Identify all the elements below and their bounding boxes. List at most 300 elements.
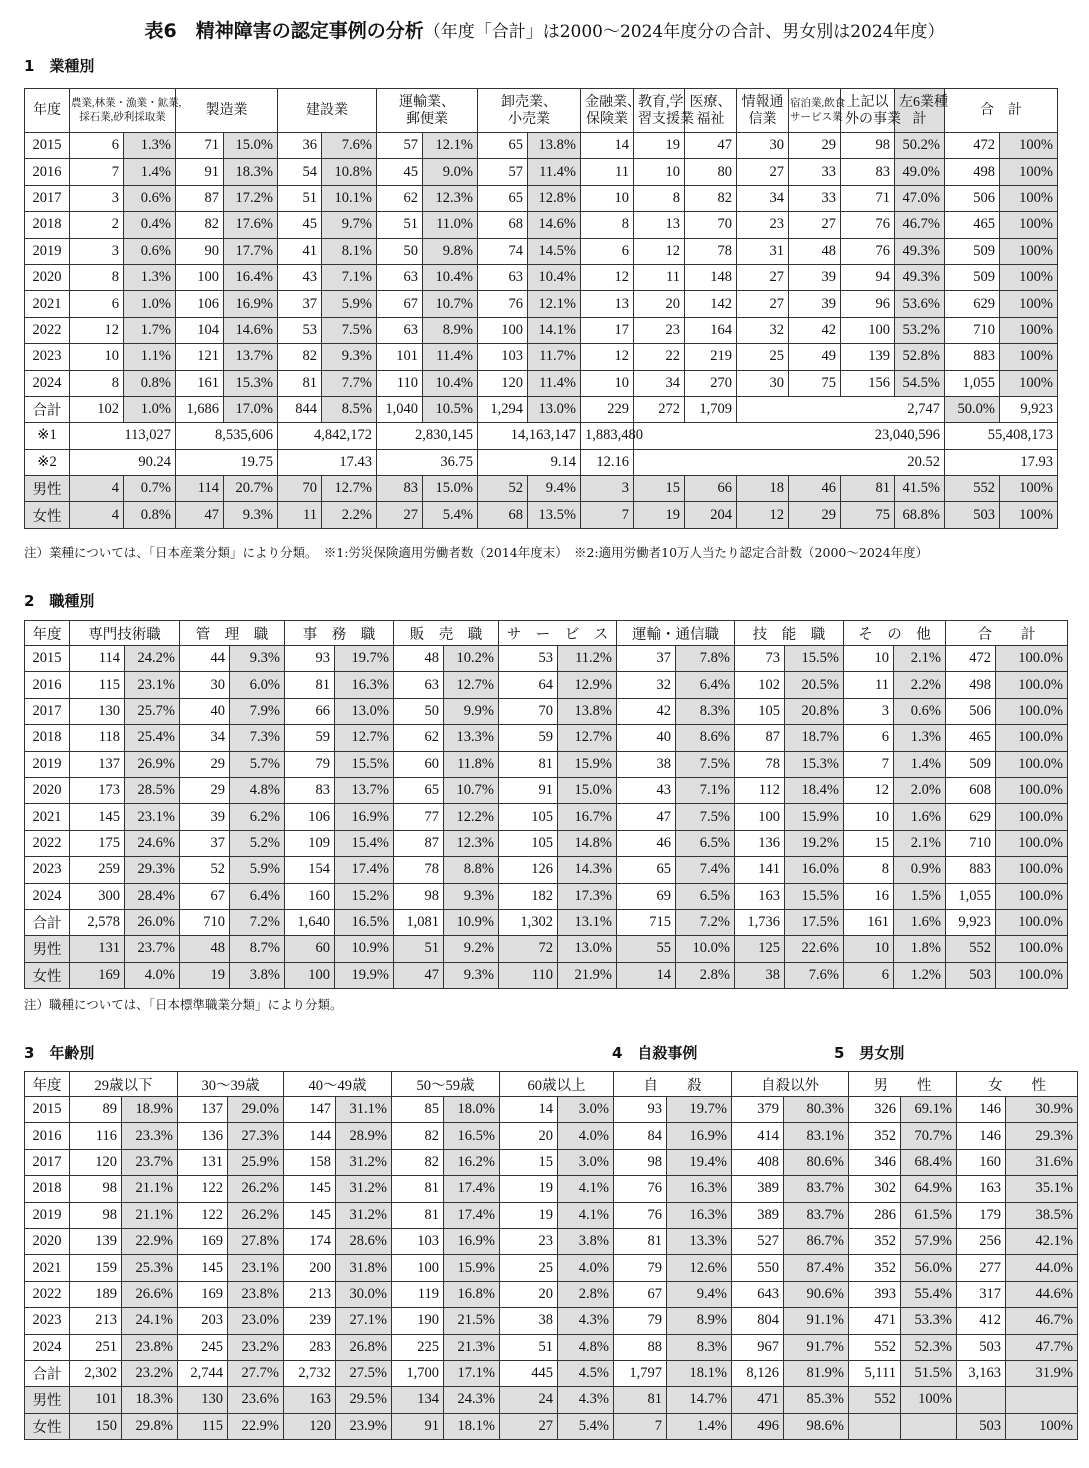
table-cell: 10 xyxy=(844,804,894,830)
table-cell: 16.5% xyxy=(444,1123,500,1149)
table-cell: 136 xyxy=(178,1123,228,1149)
table-cell: 104 xyxy=(176,317,224,343)
table-cell: 1.0% xyxy=(124,291,176,317)
table-cell: 11 xyxy=(844,672,894,698)
table-cell: 8.9% xyxy=(423,317,478,343)
table-cell: 23.6% xyxy=(228,1387,284,1413)
table-cell: 7.9% xyxy=(230,698,285,724)
table-cell: 213 xyxy=(70,1308,122,1334)
table-cell: 82 xyxy=(685,185,737,211)
table-cell: 3.8% xyxy=(230,962,285,988)
table-row xyxy=(25,1334,1078,1360)
table-cell: 38 xyxy=(500,1308,558,1334)
table-row xyxy=(25,830,1068,856)
table-cell: 4.3% xyxy=(558,1387,614,1413)
table-cell: 35.1% xyxy=(1006,1176,1078,1202)
column-header: 事 務 職 xyxy=(285,621,394,646)
column-header: 管 理 職 xyxy=(180,621,285,646)
table-cell: 7.6% xyxy=(785,962,844,988)
table-cell: 3 xyxy=(70,185,124,211)
table-cell: 29 xyxy=(180,751,230,777)
table-cell: 29 xyxy=(180,777,230,803)
table-cell: 28.5% xyxy=(125,777,180,803)
table-cell: 23,040,596 xyxy=(634,423,945,449)
table-cell: 13.8% xyxy=(528,133,581,159)
table-cell: 412 xyxy=(957,1308,1006,1334)
table-cell: 33 xyxy=(789,185,841,211)
table-cell: 5.4% xyxy=(423,502,478,528)
table-cell: 70.7% xyxy=(901,1123,957,1149)
table-cell: 0.6% xyxy=(124,185,176,211)
total-row xyxy=(25,1360,1078,1386)
row-label: ※1 xyxy=(25,423,70,449)
table-row xyxy=(25,370,1058,396)
table-row xyxy=(25,264,1058,290)
table-cell: 76 xyxy=(614,1176,667,1202)
table-cell: 85 xyxy=(392,1097,444,1123)
table-cell: 27.5% xyxy=(336,1360,392,1386)
table-cell: 142 xyxy=(685,291,737,317)
table-cell: 379 xyxy=(732,1097,784,1123)
row-label: ※2 xyxy=(25,449,70,475)
table-cell: 7.4% xyxy=(676,857,735,883)
table-cell: 88 xyxy=(614,1334,667,1360)
table-cell: 14.7% xyxy=(667,1387,732,1413)
table-cell: 119 xyxy=(392,1281,444,1307)
table-cell: 47.7% xyxy=(1006,1334,1078,1360)
table-cell: 25 xyxy=(500,1255,558,1281)
table-cell: 15.0% xyxy=(423,476,478,502)
row-label: 2022 xyxy=(25,1281,70,1307)
table-cell: 19 xyxy=(634,502,685,528)
table-cell: 53 xyxy=(499,646,558,672)
table-cell: 87.4% xyxy=(784,1255,849,1281)
table-cell: 84 xyxy=(614,1123,667,1149)
table-cell: 82 xyxy=(392,1123,444,1149)
table-cell: 1,294 xyxy=(478,396,528,422)
table-cell: 136 xyxy=(735,830,785,856)
row-label: 2021 xyxy=(25,804,70,830)
table-cell: 3.8% xyxy=(558,1228,614,1254)
table-cell: 67 xyxy=(180,883,230,909)
table-cell: 100.0% xyxy=(996,936,1068,962)
table-cell: 4.1% xyxy=(558,1202,614,1228)
table-cell: 7.5% xyxy=(676,751,735,777)
table-cell: 81 xyxy=(841,476,895,502)
row-label: 2017 xyxy=(25,698,70,724)
table-cell: 36.75 xyxy=(377,449,478,475)
table-cell: 25.7% xyxy=(125,698,180,724)
table-cell: 19 xyxy=(500,1176,558,1202)
table-cell: 23.7% xyxy=(125,936,180,962)
table-cell: 67 xyxy=(614,1281,667,1307)
table-cell: 3.0% xyxy=(558,1097,614,1123)
table-cell: 51 xyxy=(394,936,444,962)
table-cell: 161 xyxy=(844,909,894,935)
table-cell: 14.5% xyxy=(528,238,581,264)
table-cell: 7.1% xyxy=(322,264,377,290)
table-cell: 101 xyxy=(377,344,423,370)
occupation-table xyxy=(24,620,1068,989)
title-main: 表6 精神障害の認定事例の分析 xyxy=(144,20,424,42)
column-header: 60歳以上 xyxy=(500,1072,614,1097)
row-label: 男性 xyxy=(25,936,70,962)
table-cell: 17.0% xyxy=(224,396,278,422)
table-cell: 25.3% xyxy=(122,1255,178,1281)
table-cell: 41 xyxy=(278,238,322,264)
table-cell: 29.0% xyxy=(228,1097,284,1123)
table-cell: 23 xyxy=(500,1228,558,1254)
table-cell: 2,830,145 xyxy=(377,423,478,449)
table-cell: 53 xyxy=(278,317,322,343)
table-cell: 1,686 xyxy=(176,396,224,422)
table-cell: 83 xyxy=(377,476,423,502)
table-cell: 29 xyxy=(789,502,841,528)
row-label: 2018 xyxy=(25,1176,70,1202)
row-label: 女性 xyxy=(25,1413,70,1439)
table-cell: 1.0% xyxy=(124,396,176,422)
table-header-row xyxy=(25,89,1058,133)
table-cell: 10 xyxy=(581,370,634,396)
table-cell: 134 xyxy=(392,1387,444,1413)
table-cell: 1.3% xyxy=(124,133,176,159)
table-cell: 17.2% xyxy=(224,185,278,211)
table-cell: 100% xyxy=(1000,212,1058,238)
table-cell: 55,408,173 xyxy=(945,423,1058,449)
table-cell: 100 xyxy=(735,804,785,830)
table-cell: 31.9% xyxy=(1006,1360,1078,1386)
table-cell: 465 xyxy=(945,212,1000,238)
table-cell: 8.5% xyxy=(322,396,377,422)
table-cell: 23.2% xyxy=(228,1334,284,1360)
table-cell: 6 xyxy=(70,291,124,317)
table-cell: 0.7% xyxy=(124,476,176,502)
table-cell: 79 xyxy=(614,1255,667,1281)
table-cell: 16.9% xyxy=(335,804,394,830)
table-row xyxy=(25,1255,1078,1281)
table-cell: 31.8% xyxy=(336,1255,392,1281)
table-cell: 93 xyxy=(614,1097,667,1123)
table-cell: 2,302 xyxy=(70,1360,122,1386)
table-cell: 3 xyxy=(70,238,124,264)
table-cell: 26.2% xyxy=(228,1176,284,1202)
row-label: 2021 xyxy=(25,1255,70,1281)
table-cell: 9.7% xyxy=(322,212,377,238)
table-cell: 283 xyxy=(284,1334,336,1360)
table-cell: 11.2% xyxy=(558,646,617,672)
table-cell: 145 xyxy=(284,1176,336,1202)
row-label: 2018 xyxy=(25,212,70,238)
table-cell: 100.0% xyxy=(996,646,1068,672)
table-cell: 12.1% xyxy=(528,291,581,317)
section4-heading: 4 自殺事例 xyxy=(612,1044,698,1062)
female-row xyxy=(25,502,1058,528)
table-cell: 80.6% xyxy=(784,1149,849,1175)
table-cell: 38.5% xyxy=(1006,1202,1078,1228)
table-cell: 87 xyxy=(176,185,224,211)
row-label: 2024 xyxy=(25,370,70,396)
table-cell: 5,111 xyxy=(849,1360,901,1386)
table-cell: 506 xyxy=(945,185,1000,211)
workers-row xyxy=(25,423,1058,449)
table-cell: 27 xyxy=(500,1413,558,1439)
table-row xyxy=(25,672,1068,698)
table-cell: 55 xyxy=(617,936,676,962)
table-cell: 389 xyxy=(732,1176,784,1202)
table-cell: 102 xyxy=(735,672,785,698)
column-header: 製造業 xyxy=(176,89,278,133)
table-cell: 120 xyxy=(478,370,528,396)
table-cell: 13.0% xyxy=(558,936,617,962)
section3-heading: 3 年齢別 xyxy=(24,1044,95,1062)
table-cell: 10.8% xyxy=(322,159,377,185)
table-cell: 158 xyxy=(284,1149,336,1175)
table-cell: 100% xyxy=(1000,185,1058,211)
table-cell: 154 xyxy=(285,857,335,883)
table-row xyxy=(25,1149,1078,1175)
table-cell: 48 xyxy=(394,646,444,672)
table-cell: 27 xyxy=(789,212,841,238)
table-cell: 31.1% xyxy=(336,1097,392,1123)
table-cell: 465 xyxy=(946,725,996,751)
table-cell: 29.8% xyxy=(122,1413,178,1439)
row-label: 2023 xyxy=(25,344,70,370)
table-cell: 76 xyxy=(478,291,528,317)
row-label: 女性 xyxy=(25,502,70,528)
table-cell: 27 xyxy=(737,264,789,290)
table-cell: 103 xyxy=(392,1228,444,1254)
row-label: 2015 xyxy=(25,646,70,672)
title-subtitle: （年度「合計」は2000～2024年度分の合計、男女別は2024年度） xyxy=(423,22,945,42)
table-cell: 23.3% xyxy=(122,1123,178,1149)
table-cell: 16.7% xyxy=(558,804,617,830)
table-cell: 20.7% xyxy=(224,476,278,502)
table-cell: 87 xyxy=(735,725,785,751)
table-row xyxy=(25,698,1068,724)
table-cell: 18.4% xyxy=(785,777,844,803)
column-header: 技 能 職 xyxy=(735,621,844,646)
table-cell: 100 xyxy=(478,317,528,343)
table-cell: 7 xyxy=(581,502,634,528)
table-cell: 10.7% xyxy=(423,291,478,317)
table-cell: 52 xyxy=(180,857,230,883)
table-cell: 11.7% xyxy=(528,344,581,370)
table-cell: 30.0% xyxy=(336,1281,392,1307)
table-cell: 12 xyxy=(634,238,685,264)
table-cell: 4.8% xyxy=(230,777,285,803)
table-row xyxy=(25,936,1068,962)
table-cell: 137 xyxy=(70,751,125,777)
table-cell: 1,640 xyxy=(285,909,335,935)
table-cell: 710 xyxy=(945,317,1000,343)
row-label: 2016 xyxy=(25,159,70,185)
table-cell: 25 xyxy=(737,344,789,370)
table-cell: 163 xyxy=(957,1176,1006,1202)
table-cell xyxy=(957,1387,1006,1413)
table-cell: 0.8% xyxy=(124,502,176,528)
table-cell: 37 xyxy=(278,291,322,317)
table-cell: 11 xyxy=(278,502,322,528)
table-cell: 55.4% xyxy=(901,1281,957,1307)
table-cell: 57 xyxy=(377,133,423,159)
table-cell: 144 xyxy=(284,1123,336,1149)
table-cell: 34 xyxy=(737,185,789,211)
column-header: 女 性 xyxy=(957,1072,1078,1097)
row-label: 2018 xyxy=(25,725,70,751)
table-cell: 12.1% xyxy=(423,133,478,159)
table-cell: 13.3% xyxy=(444,725,499,751)
table-cell: 19 xyxy=(634,133,685,159)
table-cell: 91 xyxy=(499,777,558,803)
table-cell: 16.3% xyxy=(335,672,394,698)
table-cell: 6.2% xyxy=(230,804,285,830)
table-cell: 13 xyxy=(634,212,685,238)
table-cell: 9.2% xyxy=(444,936,499,962)
table-cell: 26.9% xyxy=(125,751,180,777)
table-cell: 12 xyxy=(737,502,789,528)
column-header: 上記以 外の事業 xyxy=(841,89,895,133)
table-cell: 14.8% xyxy=(558,830,617,856)
table-cell: 10.9% xyxy=(335,936,394,962)
table-cell: 13.0% xyxy=(335,698,394,724)
section2-heading: 2 職種別 xyxy=(24,592,95,610)
table-cell: 44 xyxy=(180,646,230,672)
table-cell: 8 xyxy=(70,370,124,396)
table-cell: 1,302 xyxy=(499,909,558,935)
table-cell: 527 xyxy=(732,1228,784,1254)
table-cell: 94 xyxy=(841,264,895,290)
table-cell: 12.3% xyxy=(444,830,499,856)
table-cell: 509 xyxy=(946,751,996,777)
table-cell: 503 xyxy=(957,1413,1006,1439)
table-cell: 6.4% xyxy=(230,883,285,909)
total-row xyxy=(25,396,1058,422)
row-label: 2016 xyxy=(25,672,70,698)
table-cell: 78 xyxy=(394,857,444,883)
table-cell: 98 xyxy=(70,1176,122,1202)
table-row xyxy=(25,777,1068,803)
table-cell: 69 xyxy=(617,883,676,909)
table-cell: 1,709 xyxy=(685,396,737,422)
age-suicide-gender-table xyxy=(24,1071,1078,1440)
table-cell: 18.0% xyxy=(444,1097,500,1123)
table-cell: 83.7% xyxy=(784,1202,849,1228)
table-cell: 96 xyxy=(841,291,895,317)
table-cell: 9.0% xyxy=(423,159,478,185)
table-cell: 66 xyxy=(285,698,335,724)
table-row xyxy=(25,646,1068,672)
table-cell xyxy=(901,1413,957,1439)
table-cell: 326 xyxy=(849,1097,901,1123)
table-cell: 29.3% xyxy=(125,857,180,883)
table-cell: 213 xyxy=(284,1281,336,1307)
table-cell: 23.8% xyxy=(122,1334,178,1360)
table-cell: 20.8% xyxy=(785,698,844,724)
table-cell: 121 xyxy=(176,344,224,370)
table-cell: 189 xyxy=(70,1281,122,1307)
table-cell: 7 xyxy=(70,159,124,185)
table-cell: 19.75 xyxy=(176,449,278,475)
table-cell: 61.5% xyxy=(901,1202,957,1228)
table-cell: 79 xyxy=(614,1308,667,1334)
table-cell: 4.1% xyxy=(558,1176,614,1202)
table-cell: 42 xyxy=(789,317,841,343)
table-cell: 18.1% xyxy=(667,1360,732,1386)
table-cell: 70 xyxy=(278,476,322,502)
table-cell: 804 xyxy=(732,1308,784,1334)
row-label: 2016 xyxy=(25,1123,70,1149)
table-cell: 39 xyxy=(789,264,841,290)
table-cell: 14,163,147 xyxy=(478,423,581,449)
table-cell: 0.8% xyxy=(124,370,176,396)
table-cell: 4.8% xyxy=(558,1334,614,1360)
table-cell: 393 xyxy=(849,1281,901,1307)
table-cell: 120 xyxy=(284,1413,336,1439)
table-cell: 179 xyxy=(957,1202,1006,1228)
table-cell: 113,027 xyxy=(70,423,176,449)
table-row xyxy=(25,238,1058,264)
table-cell: 100% xyxy=(1000,238,1058,264)
table-cell: 64.9% xyxy=(901,1176,957,1202)
row-label: 2022 xyxy=(25,830,70,856)
table-cell: 6.5% xyxy=(676,830,735,856)
table-cell: 23.2% xyxy=(122,1360,178,1386)
table-cell: 1,055 xyxy=(946,883,996,909)
table-cell: 75 xyxy=(789,370,841,396)
table-cell: 18.3% xyxy=(224,159,278,185)
table-cell: 100% xyxy=(1000,264,1058,290)
table-cell: 7.2% xyxy=(676,909,735,935)
table-cell: 11.0% xyxy=(423,212,478,238)
table-cell: 49.3% xyxy=(895,264,945,290)
table-cell: 17 xyxy=(581,317,634,343)
table-cell: 1.8% xyxy=(894,936,946,962)
table-cell: 509 xyxy=(945,264,1000,290)
table-cell: 16.2% xyxy=(444,1149,500,1175)
row-label: 2024 xyxy=(25,1334,70,1360)
table-cell: 9.8% xyxy=(423,238,478,264)
table-cell: 14 xyxy=(581,133,634,159)
table-cell: 31 xyxy=(737,238,789,264)
table-cell: 710 xyxy=(946,830,996,856)
table-cell: 715 xyxy=(617,909,676,935)
table-cell: 63 xyxy=(377,264,423,290)
table-cell: 16 xyxy=(844,883,894,909)
table-cell: 53.3% xyxy=(901,1308,957,1334)
table-cell: 114 xyxy=(70,646,125,672)
table-cell: 23.1% xyxy=(125,804,180,830)
table-cell: 161 xyxy=(176,370,224,396)
column-header: 男 性 xyxy=(849,1072,957,1097)
table-cell: 45 xyxy=(377,159,423,185)
table-cell: 26.8% xyxy=(336,1334,392,1360)
table-cell: 169 xyxy=(178,1228,228,1254)
table-cell: 6.4% xyxy=(676,672,735,698)
table-cell: 239 xyxy=(284,1308,336,1334)
table-cell: 19.2% xyxy=(785,830,844,856)
table-cell: 32 xyxy=(737,317,789,343)
table-cell: 608 xyxy=(946,777,996,803)
table-header-row xyxy=(25,621,1068,646)
table-cell: 125 xyxy=(735,936,785,962)
table-header-row xyxy=(25,1072,1078,1097)
table-cell: 53.6% xyxy=(895,291,945,317)
table-cell: 122 xyxy=(178,1202,228,1228)
table-cell: 270 xyxy=(685,370,737,396)
table-cell: 102 xyxy=(70,396,124,422)
table-cell: 76 xyxy=(841,212,895,238)
table-cell: 8 xyxy=(581,212,634,238)
